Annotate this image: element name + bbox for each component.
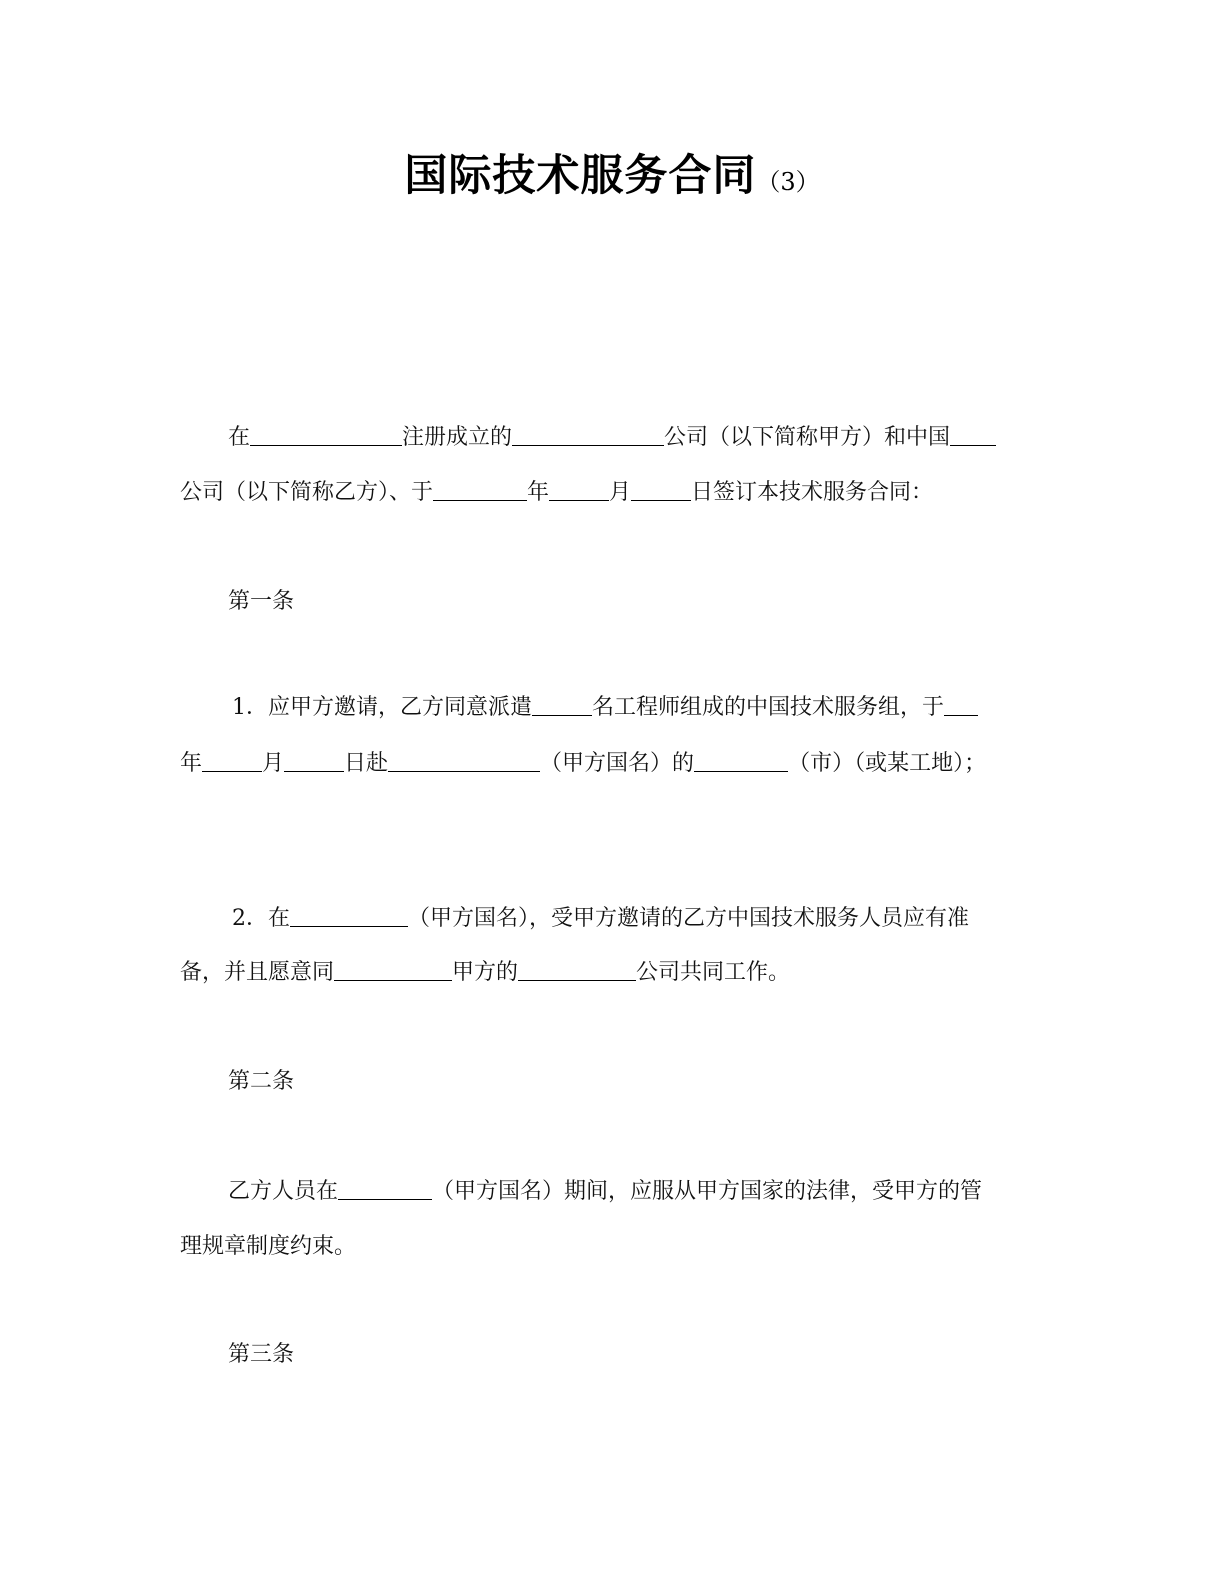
text: 公司（以下简称乙方）、于 [180,480,434,505]
article-3-heading: 第三条 [228,1342,295,1367]
blank-sign-month[interactable] [549,478,609,501]
text: 公司共同工作。 [636,960,791,985]
title-suffix: （3） [756,168,820,196]
text: 日签订本技术服务合同： [691,480,934,505]
document-title [0,142,1224,203]
article-1-clause-1-line-2 [180,749,1036,779]
blank-depart-year[interactable] [944,693,978,716]
blank-collaborator[interactable] [334,958,452,981]
article-1-heading: 第一条 [228,589,295,614]
text: 乙方人员在 [228,1179,339,1204]
blank-party-a-country-2[interactable] [290,904,408,927]
text: 注册成立的 [402,425,513,450]
text: 日赴 [344,751,389,776]
article-1-clause-2-line-1 [232,904,1036,934]
preamble-line-1 [228,423,1036,453]
text: 月 [609,480,632,505]
text: （甲方国名）的 [540,751,695,776]
article-2-line-2 [180,1232,1036,1262]
text: 理规章制度约束。 [180,1234,357,1259]
text: 备，并且愿意同 [180,960,335,985]
article-2-heading: 第二条 [228,1069,295,1094]
blank-party-b-company[interactable] [950,423,996,446]
article-1-clause-2-line-2 [180,958,1036,988]
text: （甲方国名）期间，应服从甲方国家的法律，受甲方的管 [432,1179,983,1204]
blank-city[interactable] [694,749,788,772]
blank-engineer-count[interactable] [532,693,592,716]
text: 年 [527,480,550,505]
preamble-line-2 [180,478,1036,508]
blank-depart-month[interactable] [202,749,262,772]
article-2-line-1 [228,1177,1036,1207]
blank-sign-day[interactable] [631,478,691,501]
text: 年 [180,751,203,776]
text: 甲方的 [452,960,519,985]
text: 月 [262,751,285,776]
text: 2．在 [232,906,290,931]
text: （市）（或某工地）； [788,751,987,776]
blank-depart-day[interactable] [284,749,344,772]
blank-sign-year[interactable] [433,478,527,501]
blank-party-a-partner-company[interactable] [518,958,636,981]
blank-party-a-country-3[interactable] [338,1177,432,1200]
text: （甲方国名），受甲方邀请的乙方中国技术服务人员应有准 [408,906,970,931]
text: 1．应甲方邀请，乙方同意派遣 [232,695,532,720]
blank-party-a-company[interactable] [512,423,664,446]
article-1-clause-1-line-1 [232,693,1036,723]
blank-registration-place[interactable] [250,423,402,446]
title-main: 国际技术服务合同 [404,151,757,201]
blank-party-a-country[interactable] [388,749,540,772]
text: 名工程师组成的中国技术服务组，于 [592,695,945,720]
text: 在 [228,425,251,450]
text: 公司（以下简称甲方）和中国 [664,425,951,450]
